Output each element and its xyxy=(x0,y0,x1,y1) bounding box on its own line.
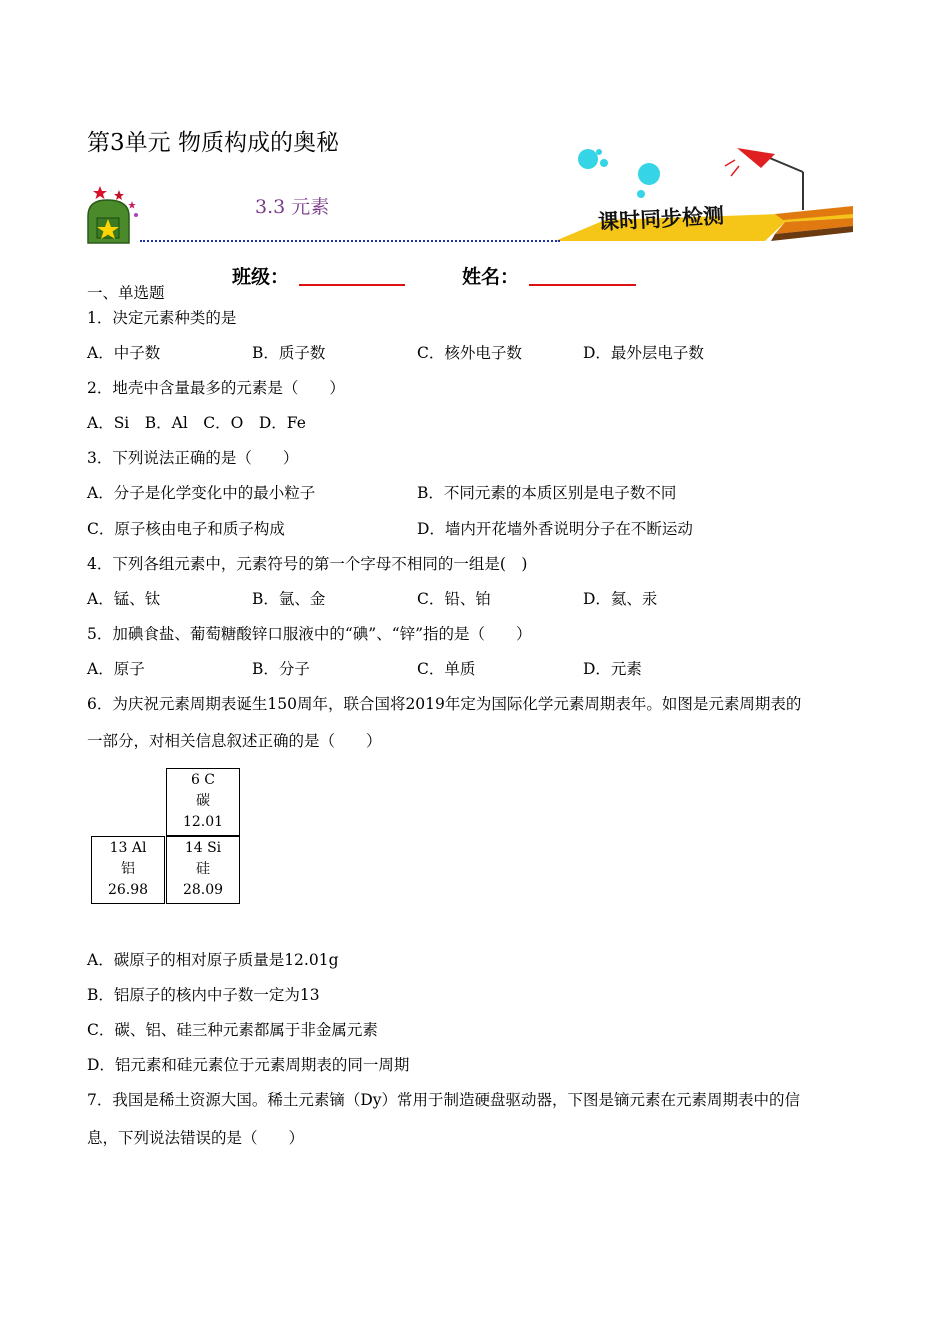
silicon-mass: 28.09 xyxy=(182,882,224,898)
silicon-number-symbol: 14 Si xyxy=(184,840,222,856)
q4-option-c: C．铅、铂 xyxy=(417,590,491,608)
q5-option-a: A．原子 xyxy=(87,660,145,678)
q3-option-c: C．原子核由电子和质子构成 xyxy=(87,520,285,538)
q3-option-d: D．墙内开花墙外香说明分子在不断运动 xyxy=(417,520,693,538)
header-divider xyxy=(140,240,560,242)
question-1-stem: 1．决定元素种类的是 xyxy=(87,309,237,327)
question-3-stem: 3．下列说法正确的是（ ） xyxy=(87,449,299,467)
house-icon xyxy=(88,186,138,243)
question-4-stem: 4．下列各组元素中，元素符号的第一个字母不相同的一组是( ) xyxy=(87,555,528,573)
q6-option-d: D．铝元素和硅元素位于元素周期表的同一周期 xyxy=(87,1056,410,1074)
header-banner xyxy=(85,148,855,248)
element-cell-carbon xyxy=(166,768,240,836)
q6-option-c: C．碳、铝、硅三种元素都属于非金属元素 xyxy=(87,1021,378,1039)
question-6-stem-line2: 一部分，对相关信息叙述正确的是（ ） xyxy=(87,732,382,750)
bubbles-decoration xyxy=(578,149,660,198)
aluminum-name: 铝 xyxy=(121,861,135,877)
name-blank[interactable] xyxy=(529,284,636,286)
element-cell-silicon xyxy=(166,836,240,904)
lamp-icon xyxy=(725,148,803,210)
q6-option-b: B．铝原子的核内中子数一定为13 xyxy=(87,986,320,1004)
question-7-stem-line2: 息，下列说法错误的是（ ） xyxy=(87,1129,305,1147)
question-2-stem: 2．地壳中含量最多的元素是（ ） xyxy=(87,379,345,397)
name-label: 姓名： xyxy=(462,266,520,288)
carbon-number-symbol: 6 C xyxy=(190,772,216,788)
aluminum-mass: 26.98 xyxy=(107,882,149,898)
q3-option-b: B．不同元素的本质区别是电子数不同 xyxy=(417,484,677,502)
element-cell-aluminum xyxy=(91,836,165,904)
q5-option-b: B．分子 xyxy=(252,660,310,678)
carbon-mass: 12.01 xyxy=(182,814,224,830)
q2-options: A．Si B．Al C．O D．Fe xyxy=(87,414,306,432)
aluminum-number-symbol: 13 Al xyxy=(109,840,147,856)
question-5-stem: 5．加碘食盐、葡萄糖酸锌口服液中的“碘”、“锌”指的是（ ） xyxy=(87,625,532,643)
q4-option-d: D．氦、汞 xyxy=(583,590,658,608)
q4-option-b: B．氩、金 xyxy=(252,590,326,608)
question-7-stem-line1: 7．我国是稀土资源大国。稀土元素镝（Dy）常用于制造硬盘驱动器，下图是镝元素在元素周期表中的信 xyxy=(87,1091,801,1109)
q4-option-a: A．锰、钛 xyxy=(87,590,161,608)
section-heading: 一、单选题 xyxy=(87,284,165,302)
question-6-stem-line1: 6．为庆祝元素周期表诞生150周年，联合国将2019年定为国际化学元素周期表年。如图是元素周期表的 xyxy=(87,695,802,713)
class-blank[interactable] xyxy=(299,284,405,286)
banner-label: 课时同步检测 xyxy=(597,203,725,235)
q5-option-c: C．单质 xyxy=(417,660,476,678)
q6-option-a: A．碳原子的相对原子质量是12.01g xyxy=(87,951,339,969)
q1-option-d: D．最外层电子数 xyxy=(583,344,704,362)
q5-option-d: D．元素 xyxy=(583,660,642,678)
unit-title: 第3单元 物质构成的奥秘 xyxy=(87,130,339,156)
silicon-name: 硅 xyxy=(196,861,210,877)
q1-option-c: C．核外电子数 xyxy=(417,344,522,362)
class-label: 班级： xyxy=(232,266,290,288)
q1-option-a: A．中子数 xyxy=(87,344,161,362)
q1-option-b: B．质子数 xyxy=(252,344,326,362)
carbon-name: 碳 xyxy=(196,793,210,809)
lesson-title: 3.3 元素 xyxy=(255,196,330,218)
q3-option-a: A．分子是化学变化中的最小粒子 xyxy=(87,484,316,502)
